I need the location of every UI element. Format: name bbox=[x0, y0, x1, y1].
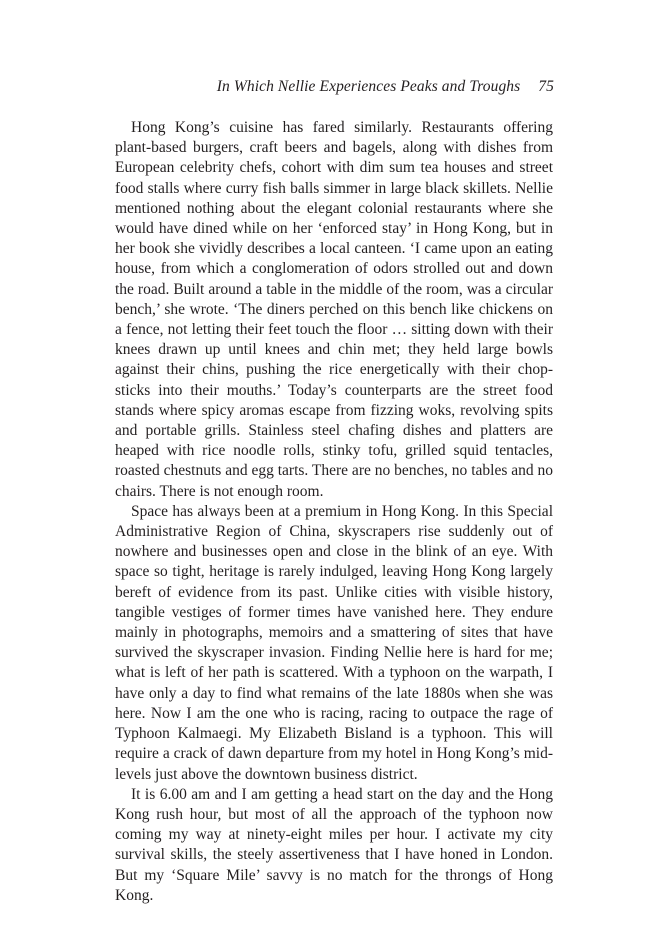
chapter-title: In Which Nellie Experiences Peaks and Troughs bbox=[216, 78, 521, 95]
body-text bbox=[115, 118, 553, 906]
paragraph: It is 6.00 am and I am getting a head start on the day and the Hong Kong rush hour, but most of all the approach of the typhoon now coming my way at ninety-eight miles per hour. I activate my city survival skills, the steely assertiveness that I have honed in London. But my ‘Square Mile’ savvy is no match for the throngs of Hong Kong. bbox=[115, 785, 553, 904]
paragraph: Space has always been at a premium in Hong Kong. In this Special Administrative Region of China, skyscrapers rise suddenly out of nowhere and businesses open and close in the blink of an eye. With space so tight, heritage is rarely indulged, leaving Hong Kong largely bereft of evidence from its past. Unlike cities with visible history, tangible vestiges of former times have vanished here. They endure mainly in photographs, memoirs and a smattering of sites that have survived the skyscraper invasion. Finding Nellie here is hard for me; what is left of her path is scattered. With a typhoon on the warpath, I have only a day to find what remains of the late 1880s when she was here. Now I am the one who is racing, racing to outpace the rage of Typhoon Kalmaegi. My Elizabeth Bisland is a typhoon. This will require a crack of dawn departure from my hotel in Hong Kong’s mid-levels just above the downtown business district. bbox=[115, 502, 553, 783]
running-header bbox=[217, 78, 554, 96]
paragraph: Hong Kong’s cuisine has fared similarly. Restaurants offering plant-based burgers, craft beers and bagels, along with dishes from European celebrity chefs, cohort with dim sum tea houses and street food stalls where curry fish balls simmer in large black skillets. Nellie mentioned nothing about the elegant colonial restaurants where she would have dined while on her ‘enforced stay’ in Hong Kong, but in her book she vividly describes a local canteen. ‘I came upon an eating house, from which a conglomeration of odors strolled out and down the road. Built around a table in the middle of the room, was a circular bench,’ she wrote. ‘The diners perched on this bench like chickens on a fence, not letting their feet touch the floor … sitting down with their knees drawn up until knees and chin met; they held large bowls against their chins, pushing the rice energetically with their chop-sticks into their mouths.’ Today’s counterparts are the street food stands where spicy aromas escape from fizzing woks, revolving spits and portable grills. Stainless steel chafing dishes and platters are heaped with rice noodle rolls, stinky tofu, grilled squid tentacles, roasted chestnuts and egg tarts. There are no benches, no tables and no chairs. There is not enough room. bbox=[115, 119, 553, 500]
page-number: 75 bbox=[538, 78, 554, 95]
